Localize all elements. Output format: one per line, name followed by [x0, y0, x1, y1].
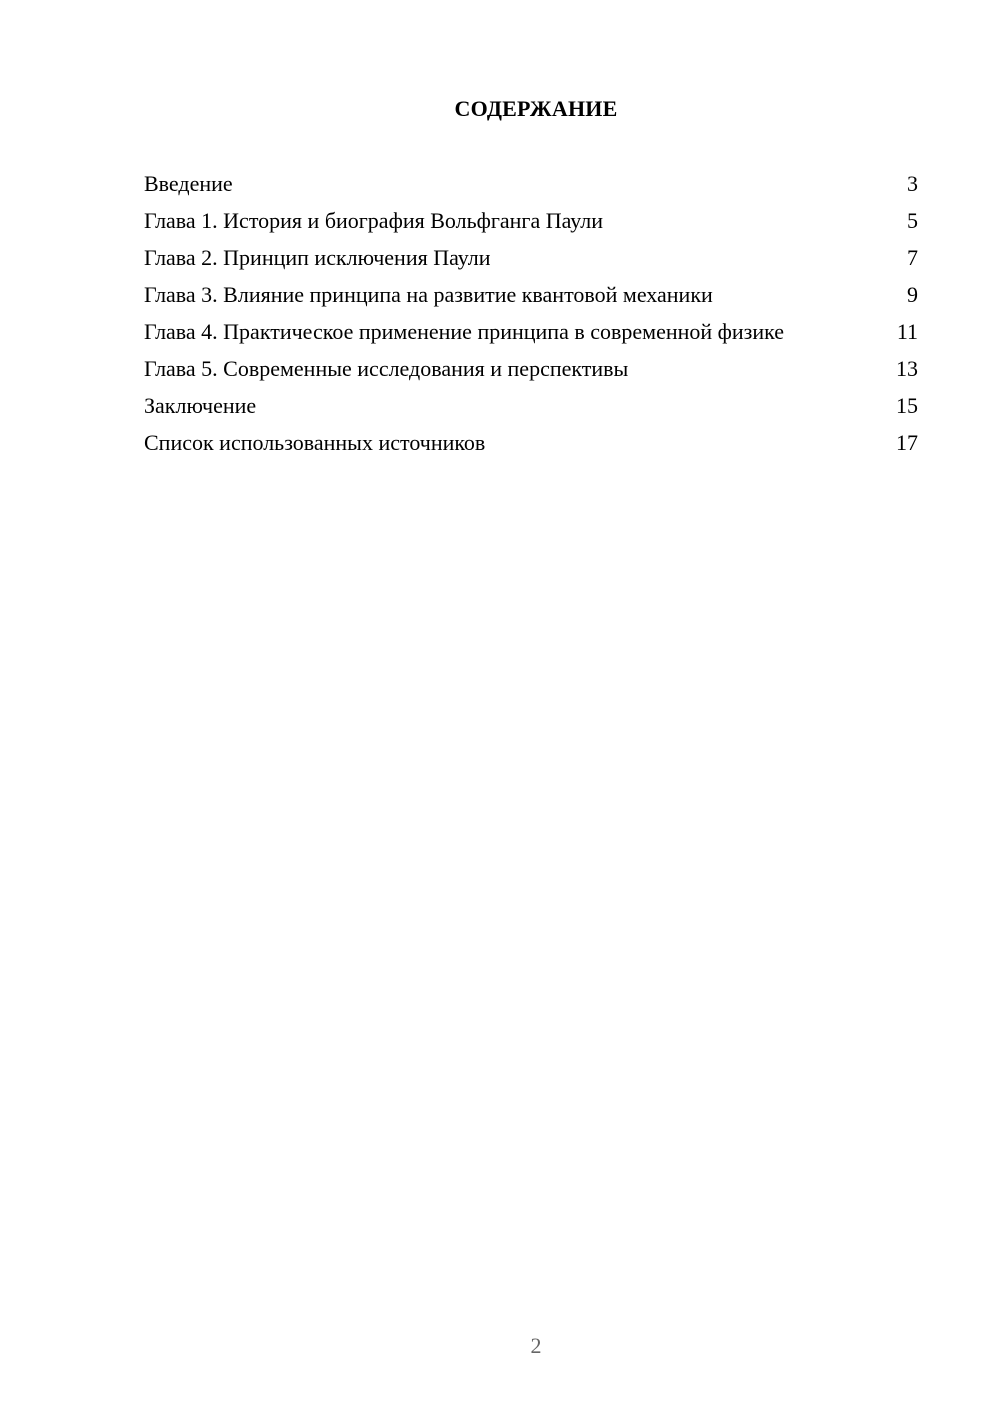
- toc-entry-label: Глава 4. Практическое применение принципа в современной физике: [144, 319, 785, 344]
- toc-entry-page: 13: [896, 356, 918, 381]
- toc-entry-page: 7: [907, 245, 918, 270]
- toc-entry-chapter-1: [144, 207, 918, 234]
- toc-entry-label: Глава 2. Принцип исключения Паули: [144, 245, 491, 270]
- toc-title: СОДЕРЖАНИЕ: [454, 96, 618, 121]
- toc-entry-chapter-2: [144, 244, 918, 271]
- toc-entry-label: Введение: [144, 171, 233, 196]
- toc-entry-label: Список использованных источников: [144, 430, 486, 455]
- toc-entry-page: 9: [907, 282, 918, 307]
- toc-entry-page: 17: [896, 430, 918, 455]
- toc-entry-label: Заключение: [144, 393, 257, 418]
- toc-entry-label: Глава 1. История и биография Вольфганга Паули: [144, 208, 604, 233]
- toc-entry-page: 5: [907, 208, 918, 233]
- toc-entry-label: Глава 5. Современные исследования и перспективы: [144, 356, 629, 381]
- toc-entry-conclusion: [144, 392, 918, 419]
- toc-entry-page: 11: [896, 319, 918, 344]
- table-of-contents: [144, 170, 918, 466]
- toc-entry-introduction: [144, 170, 918, 197]
- toc-entry-chapter-5: [144, 355, 918, 382]
- toc-entry-label: Глава 3. Влияние принципа на развитие квантовой механики: [144, 282, 713, 307]
- toc-entry-page: 15: [896, 393, 918, 418]
- toc-entry-chapter-4: [144, 318, 918, 345]
- toc-entry-page: 3: [907, 171, 918, 196]
- toc-entry-chapter-3: [144, 281, 918, 308]
- page-number: 2: [530, 1333, 542, 1358]
- toc-entry-references: [144, 429, 918, 456]
